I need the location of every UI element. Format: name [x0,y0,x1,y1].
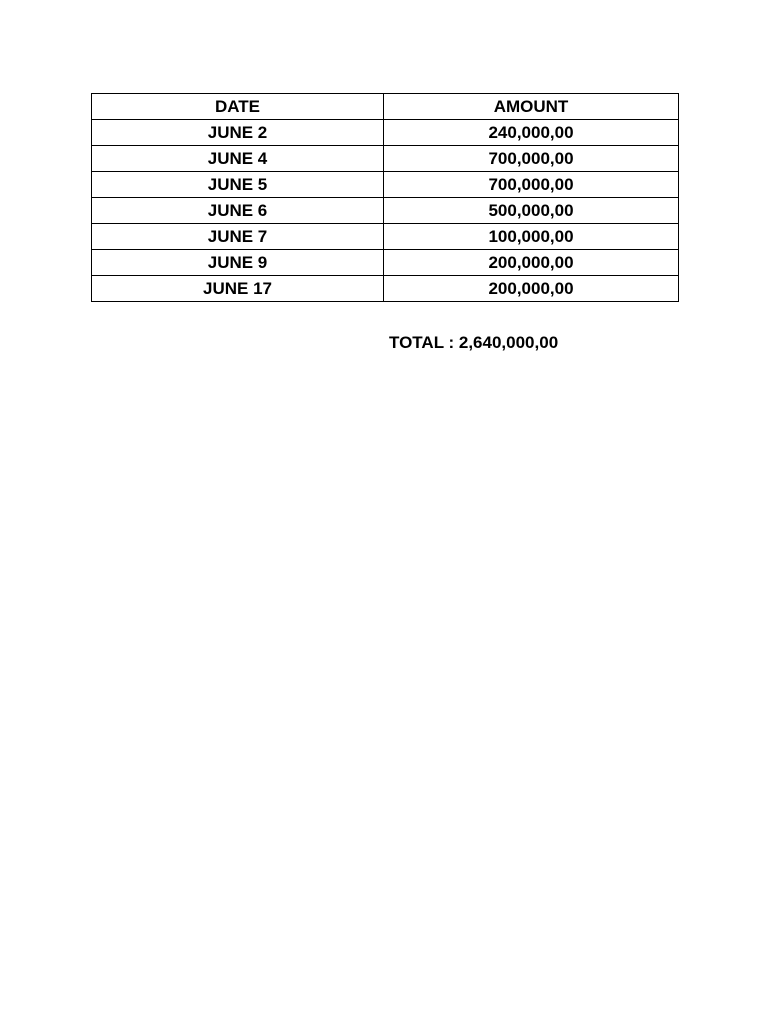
amount-cell: 500,000,00 [384,198,679,224]
date-cell: JUNE 5 [92,172,384,198]
amount-cell: 100,000,00 [384,224,679,250]
amount-table [91,93,679,302]
table-row [92,250,679,276]
date-cell: JUNE 9 [92,250,384,276]
amount-cell: 700,000,00 [384,146,679,172]
date-cell: JUNE 2 [92,120,384,146]
date-cell: JUNE 17 [92,276,384,302]
amount-cell: 700,000,00 [384,172,679,198]
table-header-row [92,94,679,120]
date-cell: JUNE 6 [92,198,384,224]
amount-cell: 240,000,00 [384,120,679,146]
amount-cell: 200,000,00 [384,250,679,276]
date-cell: JUNE 4 [92,146,384,172]
table-row [92,120,679,146]
table-row [92,172,679,198]
date-cell: JUNE 7 [92,224,384,250]
amount-cell: 200,000,00 [384,276,679,302]
table-row [92,198,679,224]
table-row [92,224,679,250]
date-header: DATE [92,94,384,120]
table-row [92,146,679,172]
amount-header: AMOUNT [384,94,679,120]
total-line: TOTAL : 2,640,000,00 [389,333,559,352]
table-row [92,276,679,302]
